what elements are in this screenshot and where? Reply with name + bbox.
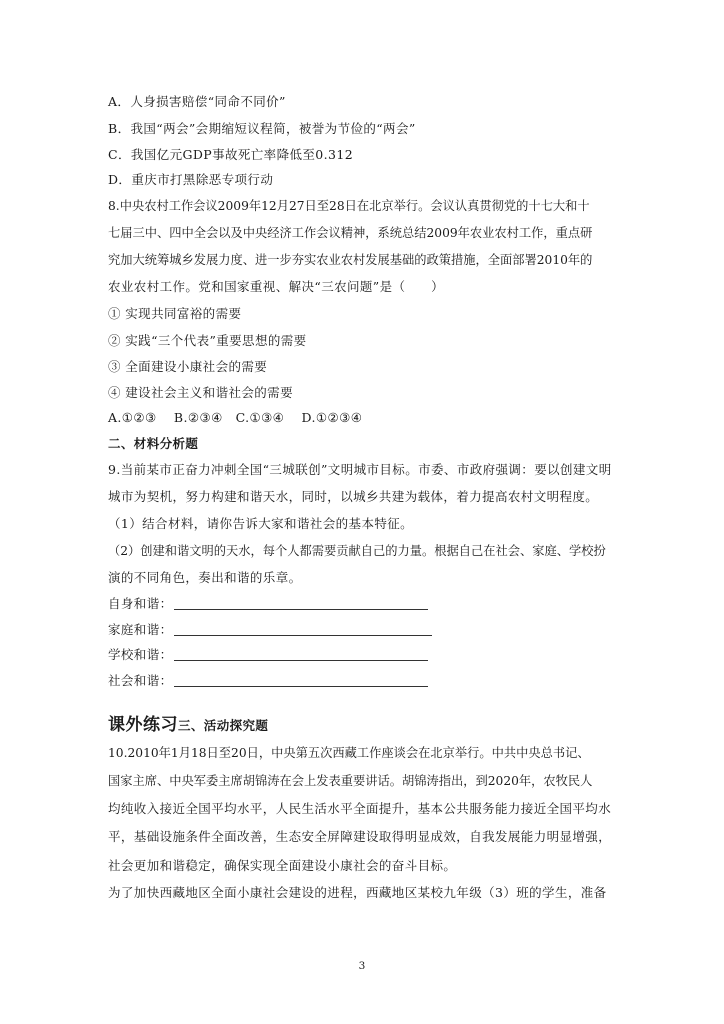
q9-field-self-label: 自身和谐： xyxy=(108,596,173,611)
q8-item-1: ① 实现共同富裕的需要 xyxy=(108,306,242,321)
section-3-title xyxy=(108,714,268,736)
q9-field-school-blank[interactable] xyxy=(174,660,428,661)
q9-field-society-blank[interactable] xyxy=(174,686,428,687)
q8-line-1: 8.中央农村工作会议2009年12月27日至28日在北京举行。会议认真贯彻党的十七大和十 xyxy=(108,199,590,213)
section-3-title-big: 课外练习 xyxy=(108,715,178,735)
q9-sub-1: （1）结合材料，请你告诉大家和谐社会的基本特征。 xyxy=(108,516,414,531)
q9-field-self-blank[interactable] xyxy=(174,609,428,610)
q8-item-2: ② 实践“三个代表”重要思想的需要 xyxy=(108,333,307,348)
q8-line-4: 农业农村工作。党和国家重视、解决“三农问题”是（ ） xyxy=(108,279,445,294)
q8-item-4: ④ 建设社会主义和谐社会的需要 xyxy=(108,385,293,400)
q9-line-1: 9.当前某市正奋力冲刺全国“三城联创”文明城市目标。市委、市政府强调：要以创建文明 xyxy=(108,462,612,477)
section-2-title: 二、材料分析题 xyxy=(108,436,199,451)
q9-field-family-label: 家庭和谐： xyxy=(108,622,173,637)
q9-field-society-label: 社会和谐： xyxy=(108,673,173,688)
q9-line-2: 城市为契机，努力构建和谐天水，同时，以城乡共建为载体，着力提高农村文明程度。 xyxy=(108,489,599,504)
q10-line-5: 社会更加和谐稳定，确保实现全面建设小康社会的奋斗目标。 xyxy=(108,858,457,873)
q9-field-family-blank[interactable] xyxy=(174,635,432,636)
q8-line-2: 七届三中、四中全会以及中央经济工作会议精神，系统总结2009年农业农村工作，重点研 xyxy=(108,226,593,240)
page-number: 3 xyxy=(358,960,366,972)
q8-choices: A.①②③ B.②③④ C.①③④ D.①②③④ xyxy=(108,410,363,425)
q10-line-4: 平，基础设施条件全面改善，生态安全屏障建设取得明显成效，自我发展能力明显增强， xyxy=(108,829,612,844)
q8-item-3: ③ 全面建设小康社会的需要 xyxy=(108,359,268,374)
section-3-title-small: 三、活动探究题 xyxy=(178,718,269,733)
q9-sub-2-line-2: 演的不同角色，奏出和谐的乐章。 xyxy=(108,570,302,585)
q9-sub-2-line-1: （2）创建和谐文明的天水，每个人都需要贡献自己的力量。根据自己在社会、家庭、学校扮 xyxy=(108,544,606,558)
q10-line-6: 为了加快西藏地区全面小康社会建设的进程，西藏地区某校九年级（3）班的学生，准备 xyxy=(108,885,607,900)
option-d: D．重庆市打黑除恶专项行动 xyxy=(108,172,274,187)
q10-line-1: 10.2010年1月18日至20日，中央第五次西藏工作座谈会在北京举行。中共中央总书记、 xyxy=(108,746,590,760)
option-c: C．我国亿元GDP事故死亡率降低至0.312 xyxy=(108,147,354,162)
q9-field-school-label: 学校和谐： xyxy=(108,647,173,662)
option-b: B．我国“两会”会期缩短议程简，被誉为节俭的“两会” xyxy=(108,121,416,136)
q8-line-3: 究加大统筹城乡发展力度、进一步夯实农业农村发展基础的政策措施，全面部署2010年的 xyxy=(108,253,593,267)
q10-line-2: 国家主席、中央军委主席胡锦涛在会上发表重要讲话。胡锦涛指出，到2020年，农牧民人 xyxy=(108,774,593,788)
option-a: A．人身损害赔偿“同命不同价” xyxy=(108,94,286,109)
q10-line-3: 均纯收入接近全国平均水平，人民生活水平全面提升，基本公共服务能力接近全国平均水 xyxy=(108,801,612,816)
